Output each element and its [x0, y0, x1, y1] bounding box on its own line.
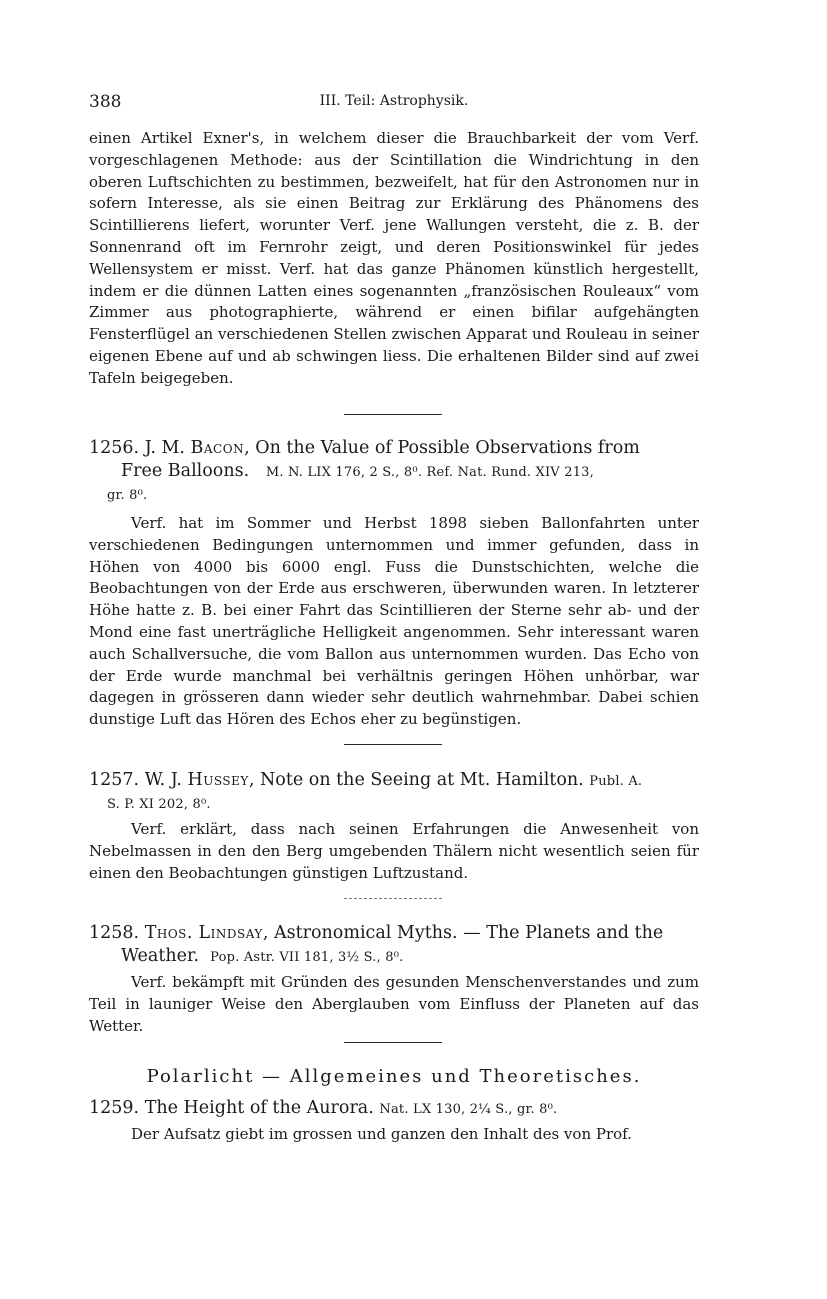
entry-number: 1258. — [89, 923, 140, 943]
entry-1257 — [89, 769, 699, 884]
entry-author-surname: Bacon — [190, 438, 245, 458]
entry-heading: 1257. W. J. Hussey, Note on the Seeing at Mt. Hamilton. Publ. A. S. P. XI 202, 8⁰. — [89, 769, 699, 816]
intro-paragraph: einen Artikel Exner's, in welchem dieser die Brauchbarkeit der vom Verf. vorgeschlagenen Methode: aus der Scintillation die Windrichtung in den oberen Luftschichten zu bestimmen, bezweifelt, hat für den Astronomen nur in sofern Interesse, als sie einen Beitrag zur Erklärung des Phänomens des Scintillierens liefert, worunter Verf. jene Wallungen versteht, die z. B. der Sonnenrand oft im Fernrohr zeigt, und deren Positionswinkel für jedes Wellensystem er misst. Verf. hat das ganze Phänomen künstlich hergestellt, indem er die dünnen Latten eines sogenannten „französischen Rouleaux“ vom Zimmer aus photographierte, während er einen bifilar aufgehängten Fensterflügel an verschiedenen Stellen zwischen Apparat und Rouleau in seiner eigenen Ebene auf und ab schwingen liess. Die erhaltenen Bilder sind auf zwei Tafeln beigegeben. — [89, 129, 699, 387]
entry-title: Note on the Seeing at Mt. Hamilton. — [259, 770, 584, 790]
entry-reference: M. N. LIX 176, 2 S., 8⁰. Ref. Nat. Rund. XIV 213, — [265, 465, 594, 480]
section-title: Polarlicht — Allgemeines und Theoretisches. — [146, 1066, 642, 1087]
entry-title: Astronomical Myths. — The Planets and the — [273, 923, 664, 943]
separator-rule — [344, 898, 442, 899]
page-header — [89, 92, 699, 116]
entry-author-initials: Thos. — [144, 923, 193, 943]
entry-1256 — [89, 437, 699, 731]
entry-heading: 1256. J. M. Bacon, On the Value of Possible Observations from Free Balloons. M. N. LIX 176, 2 S., 8⁰. Ref. Nat. Rund. XIV 213, gr. 8⁰. — [89, 437, 699, 507]
entry-number: 1257. — [89, 770, 140, 790]
entry-body: Der Aufsatz giebt im grossen und ganzen den Inhalt des von Prof. — [131, 1125, 632, 1143]
entry-reference-continued: gr. 8⁰. — [107, 488, 148, 503]
entry-author-surname: Hussey — [187, 770, 249, 790]
entry-1258 — [89, 922, 699, 1037]
entry-author-initials: J. M. — [144, 438, 185, 458]
entry-body: Verf. hat im Sommer und Herbst 1898 sieben Ballonfahrten unter verschiedenen Bedingungen unternommen und immer gefunden, dass in Höhen von 4000 bis 6000 engl. Fuss die Dunstschichten, welche die Beobachtungen von der Erde aus erschweren, überwunden waren. In letzterer Höhe hatte z. B. bei einer Fahrt das Scintillieren der Sterne sehr ab- und der Mond eine fast unerträgliche Helligkeit angenommen. Sehr interessant waren auch Schallversuche, die vom Ballon aus unternommen wurden. Das Echo von der Erde wurde manchmal bei verhältnis geringen Höhen unhörbar, war dagegen in grösseren dann wieder sehr deutlich wahrnehmbar. Dabei schien dunstige Luft das Hören des Echos eher zu begünstigen. — [89, 514, 699, 729]
entry-title: On the Value of Possible Observations from — [255, 438, 640, 458]
entry-title-continuation — [89, 460, 699, 484]
entry-author-initials: W. J. — [144, 770, 182, 790]
entry-body: Verf. bekämpft mit Gründen des gesunden Menschenverstandes und zum Teil in launiger Weise den Aberglauben vom Einfluss der Planeten auf das Wetter. — [89, 973, 699, 1035]
separator-rule — [344, 744, 442, 745]
separator-rule — [344, 414, 442, 415]
entry-reference: Publ. A. — [589, 774, 643, 789]
page-number: 388 — [89, 92, 122, 112]
entry-title-line2: Free Balloons. — [121, 461, 250, 481]
entry-number: 1256. — [89, 438, 140, 458]
entry-reference: Pop. Astr. VII 181, 3½ S., 8⁰. — [210, 950, 404, 965]
entry-heading: 1258. Thos. Lindsay, Astronomical Myths. — The Planets and the Weather. Pop. Astr. VII 181, 3½ S., 8⁰. — [89, 922, 699, 969]
entry-title-line2: Weather. — [121, 946, 200, 966]
running-title: III. Teil: Astrophysik. — [319, 93, 469, 109]
entry-body: Verf. erklärt, dass nach seinen Erfahrungen die Anwesenheit von Nebelmassen in den den Berg umgebenden Thälern nicht wesentlich seien für einen den Beobachtungen günstigen Luftzustand. — [89, 820, 699, 882]
entry-reference: Nat. LX 130, 2¼ S., gr. 8⁰. — [379, 1102, 558, 1117]
entry-heading — [89, 1097, 699, 1121]
entry-1259 — [89, 1097, 699, 1146]
entry-author-surname: Lindsay — [198, 923, 263, 943]
separator-rule — [344, 1042, 442, 1043]
intro-paragraph-block — [89, 128, 699, 390]
entry-reference-continued: S. P. XI 202, 8⁰. — [107, 797, 211, 812]
entry-number: 1259. — [89, 1098, 140, 1118]
entry-title-continuation — [89, 945, 699, 969]
entry-title: The Height of the Aurora. — [144, 1098, 374, 1118]
